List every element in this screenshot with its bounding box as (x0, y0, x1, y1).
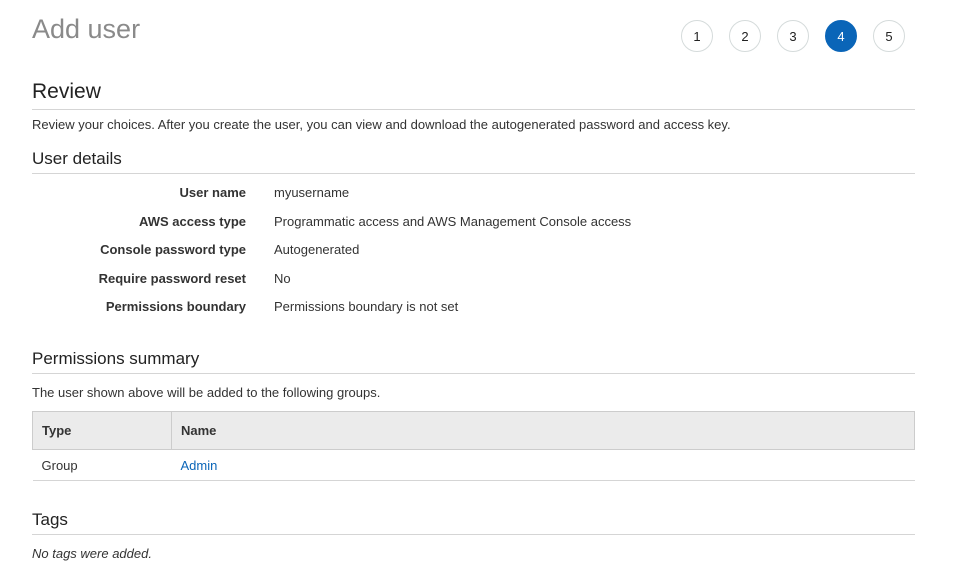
column-header-name: Name (172, 412, 915, 450)
detail-label: User name (179, 185, 246, 200)
user-details-heading: User details (32, 149, 915, 174)
detail-value: myusername (274, 185, 350, 200)
detail-value: Permissions boundary is not set (274, 299, 459, 314)
table-row (33, 450, 915, 481)
wizard-step-3[interactable]: 3 (777, 20, 809, 52)
detail-row-access-type (0, 214, 960, 234)
page-title: Add user (32, 14, 141, 44)
groups-table (32, 411, 915, 481)
wizard-step-1[interactable]: 1 (681, 20, 713, 52)
detail-label: Console password type (100, 242, 246, 257)
wizard-step-5[interactable]: 5 (873, 20, 905, 52)
column-header-type: Type (33, 412, 172, 450)
permissions-summary-heading: Permissions summary (32, 349, 915, 374)
review-heading: Review (32, 80, 915, 110)
permissions-summary-description: The user shown above will be added to the following groups. (32, 385, 381, 400)
detail-row-password-reset (0, 271, 960, 291)
detail-value: No (274, 270, 291, 286)
cell-type: Group (33, 450, 172, 481)
detail-row-user-name (0, 185, 960, 205)
cell-name (172, 450, 915, 481)
detail-label: Permissions boundary (105, 299, 246, 314)
detail-value: Programmatic access and AWS Management Console access (274, 213, 632, 229)
wizard-step-2[interactable]: 2 (729, 20, 761, 52)
tags-description: No tags were added. (32, 546, 152, 561)
review-description: Review your choices. After you create the user, you can view and download the autogenerated password and access key. (32, 117, 731, 132)
detail-label: AWS access type (139, 213, 246, 229)
detail-value: Autogenerated (274, 242, 360, 257)
wizard-steps (681, 20, 905, 52)
detail-row-permissions-boundary (0, 299, 960, 319)
table-header-row (33, 412, 915, 450)
detail-label: Require password reset (98, 270, 246, 286)
tags-heading: Tags (32, 510, 915, 535)
detail-row-password-type (0, 242, 960, 262)
group-link-admin[interactable]: Admin (180, 457, 218, 473)
wizard-step-4-active[interactable]: 4 (825, 20, 857, 52)
